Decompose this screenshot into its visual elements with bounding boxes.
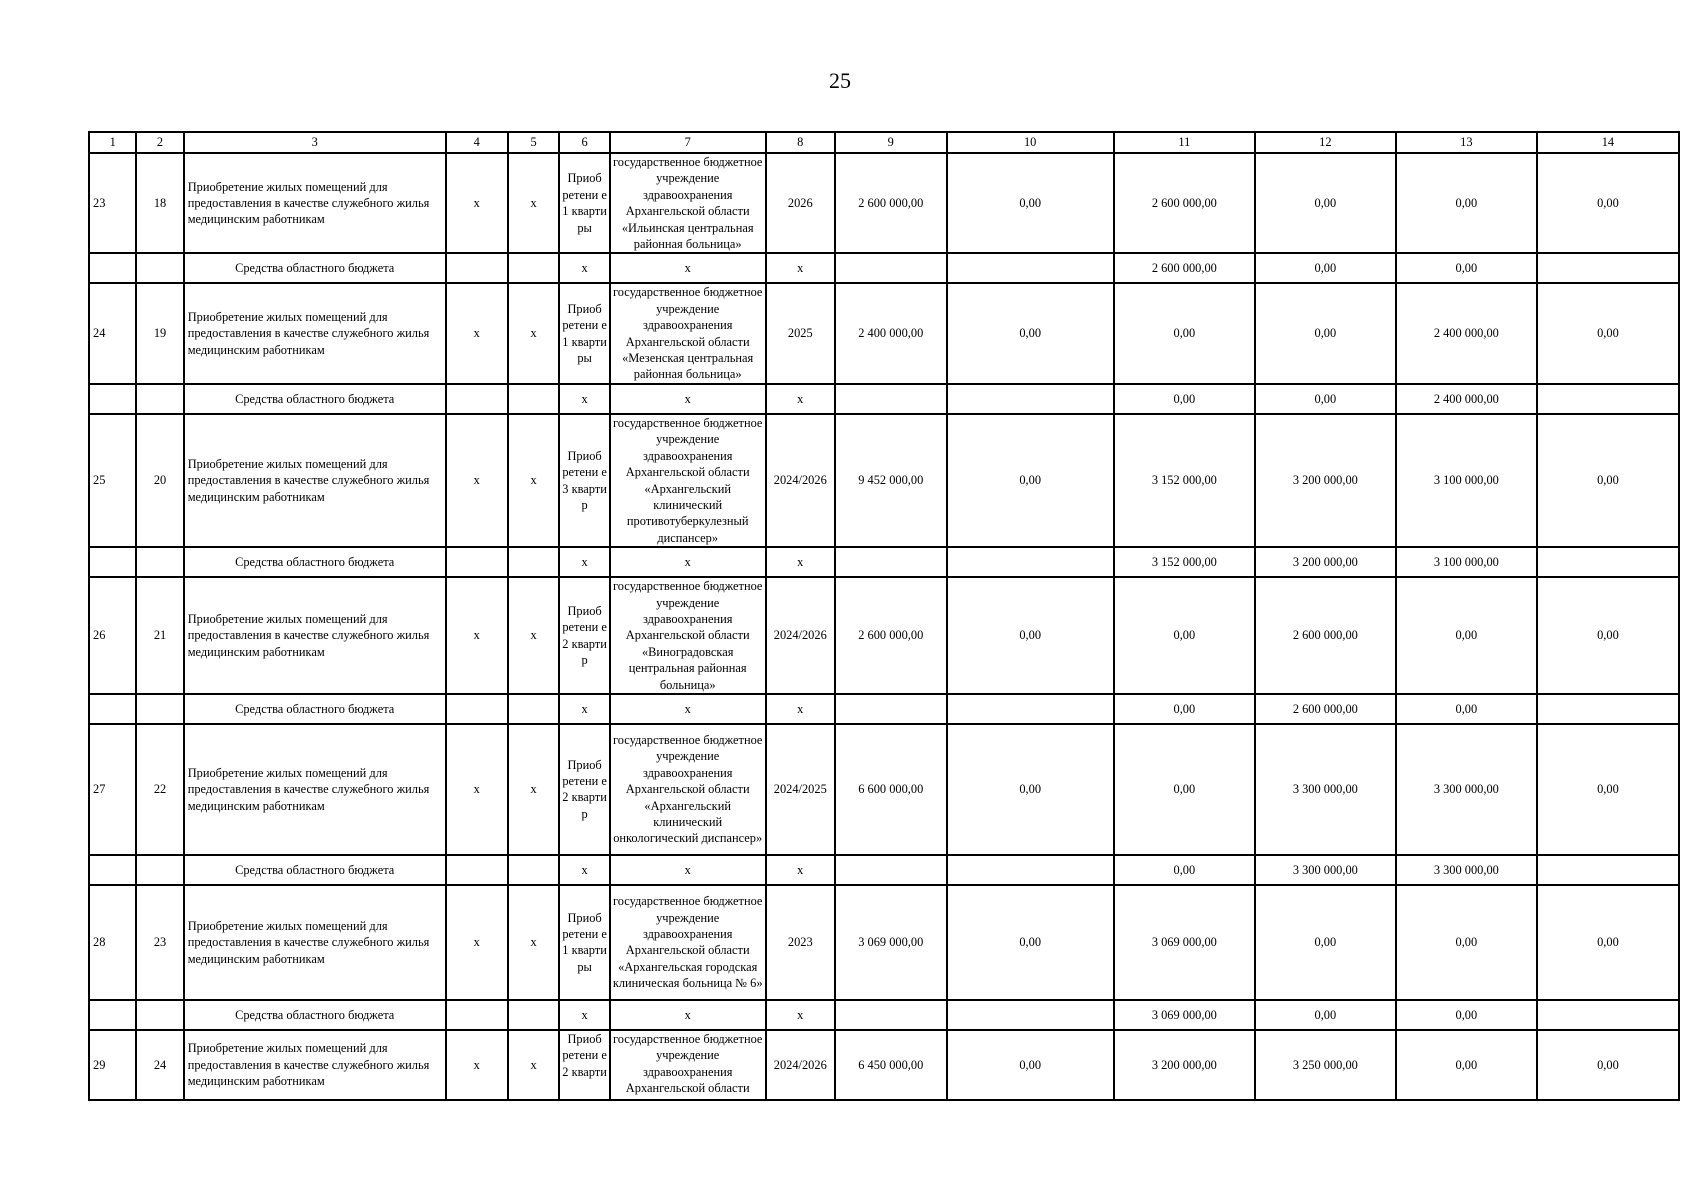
amount-col14: 0,00 xyxy=(1537,724,1679,855)
funding-source-row xyxy=(89,694,1679,724)
amount-col12: 0,00 xyxy=(1255,253,1396,283)
executor: государственное бюджетное учреждение здравоохранения Архангельской области «Архангельская городская клиническая больница № 6» xyxy=(610,885,766,1000)
amount-col13: 0,00 xyxy=(1396,694,1537,724)
empty-cell xyxy=(446,384,508,414)
total-amount: 6 450 000,00 xyxy=(835,1030,947,1100)
empty-cell xyxy=(446,253,508,283)
event-name: Приобретение жилых помещений для предоставления в качестве служебного жилья медицинским работникам xyxy=(184,153,446,253)
total-amount: 3 069 000,00 xyxy=(835,885,947,1000)
amount-col12: 3 300 000,00 xyxy=(1255,724,1396,855)
empty-cell xyxy=(1537,547,1679,577)
executor: государственное бюджетное учреждение здравоохранения Архангельской области «Мезенская центральная районная больница» xyxy=(610,283,766,383)
cell-col7: х xyxy=(610,694,766,724)
amount-col13: 0,00 xyxy=(1396,253,1537,283)
implementation-period: 2024/2026 xyxy=(766,577,835,694)
funding-source-row xyxy=(89,384,1679,414)
total-amount: 2 600 000,00 xyxy=(835,577,947,694)
cell-col8: х xyxy=(766,1000,835,1030)
total-amount: 2 600 000,00 xyxy=(835,153,947,253)
cell-col8: х xyxy=(766,855,835,885)
implementation-period: 2024/2025 xyxy=(766,724,835,855)
cell-col7: х xyxy=(610,384,766,414)
amount-col14: 0,00 xyxy=(1537,153,1679,253)
amount-col13: 2 400 000,00 xyxy=(1396,283,1537,383)
cell-col7: х xyxy=(610,1000,766,1030)
amount-col11: 2 600 000,00 xyxy=(1114,253,1255,283)
row-number: 23 xyxy=(89,153,136,253)
amount-col13: 0,00 xyxy=(1396,153,1537,253)
empty-cell xyxy=(508,855,560,885)
cell-col8: х xyxy=(766,694,835,724)
funding-source-row xyxy=(89,253,1679,283)
table-row xyxy=(89,724,1679,855)
column-header: 9 xyxy=(835,132,947,153)
result-description: Приоб ретени е 2 кварти р xyxy=(559,577,610,694)
cell-col5: х xyxy=(508,1030,560,1100)
cell-col5: х xyxy=(508,283,560,383)
cell-col4: х xyxy=(446,153,508,253)
empty-cell xyxy=(947,694,1114,724)
table-row xyxy=(89,1030,1679,1100)
empty-cell xyxy=(89,384,136,414)
amount-col13: 0,00 xyxy=(1396,1000,1537,1030)
amount-col10: 0,00 xyxy=(947,577,1114,694)
amount-col13: 3 300 000,00 xyxy=(1396,724,1537,855)
empty-cell xyxy=(446,1000,508,1030)
column-header: 10 xyxy=(947,132,1114,153)
total-amount: 2 400 000,00 xyxy=(835,283,947,383)
empty-cell xyxy=(89,253,136,283)
amount-col11: 0,00 xyxy=(1114,384,1255,414)
event-name: Приобретение жилых помещений для предоставления в качестве служебного жилья медицинским работникам xyxy=(184,1030,446,1100)
empty-cell xyxy=(136,253,183,283)
total-amount: 6 600 000,00 xyxy=(835,724,947,855)
amount-col12: 0,00 xyxy=(1255,384,1396,414)
empty-cell xyxy=(1537,855,1679,885)
event-name: Приобретение жилых помещений для предоставления в качестве служебного жилья медицинским работникам xyxy=(184,577,446,694)
amount-col10: 0,00 xyxy=(947,724,1114,855)
empty-cell xyxy=(947,384,1114,414)
item-number: 19 xyxy=(136,283,183,383)
cell-col8: х xyxy=(766,253,835,283)
cell-col7: х xyxy=(610,253,766,283)
amount-col13: 2 400 000,00 xyxy=(1396,384,1537,414)
cell-col8: х xyxy=(766,547,835,577)
amount-col13: 3 300 000,00 xyxy=(1396,855,1537,885)
column-header: 8 xyxy=(766,132,835,153)
amount-col13: 3 100 000,00 xyxy=(1396,414,1537,547)
table-row xyxy=(89,885,1679,1000)
table-row xyxy=(89,577,1679,694)
event-name: Приобретение жилых помещений для предоставления в качестве служебного жилья медицинским работникам xyxy=(184,724,446,855)
row-number: 29 xyxy=(89,1030,136,1100)
empty-cell xyxy=(1537,384,1679,414)
empty-cell xyxy=(446,547,508,577)
amount-col12: 3 300 000,00 xyxy=(1255,855,1396,885)
empty-cell xyxy=(1537,253,1679,283)
item-number: 24 xyxy=(136,1030,183,1100)
funding-source-label: Средства областного бюджета xyxy=(184,253,446,283)
cell-col6: х xyxy=(559,855,610,885)
empty-cell xyxy=(1537,694,1679,724)
column-header: 4 xyxy=(446,132,508,153)
amount-col12: 3 250 000,00 xyxy=(1255,1030,1396,1100)
cell-col6: х xyxy=(559,384,610,414)
cell-col6: х xyxy=(559,547,610,577)
result-description: Приоб ретени е 2 кварти xyxy=(559,1030,610,1100)
amount-col13: 3 100 000,00 xyxy=(1396,547,1537,577)
table-row xyxy=(89,283,1679,383)
amount-col10: 0,00 xyxy=(947,414,1114,547)
empty-cell xyxy=(947,253,1114,283)
amount-col11: 3 069 000,00 xyxy=(1114,885,1255,1000)
implementation-period: 2026 xyxy=(766,153,835,253)
budget-table xyxy=(88,131,1680,1101)
executor: государственное бюджетное учреждение здравоохранения Архангельской области «Ильинская центральная районная больница» xyxy=(610,153,766,253)
column-header: 3 xyxy=(184,132,446,153)
empty-cell xyxy=(136,547,183,577)
column-header: 2 xyxy=(136,132,183,153)
amount-col11: 3 152 000,00 xyxy=(1114,547,1255,577)
empty-cell xyxy=(89,855,136,885)
amount-col10: 0,00 xyxy=(947,153,1114,253)
page-number: 25 xyxy=(829,68,851,93)
executor: государственное бюджетное учреждение здравоохранения Архангельской области «Виноградовская центральная районная больница» xyxy=(610,577,766,694)
funding-source-label: Средства областного бюджета xyxy=(184,384,446,414)
amount-col11: 3 200 000,00 xyxy=(1114,1030,1255,1100)
funding-source-label: Средства областного бюджета xyxy=(184,1000,446,1030)
cell-col4: х xyxy=(446,724,508,855)
executor: государственное бюджетное учреждение здравоохранения Архангельской области «Архангельский клинический противотуберкулезный диспансер» xyxy=(610,414,766,547)
result-description: Приоб ретени е 1 кварти ры xyxy=(559,885,610,1000)
column-header: 5 xyxy=(508,132,560,153)
empty-cell xyxy=(89,694,136,724)
executor: государственное бюджетное учреждение здравоохранения Архангельской области xyxy=(610,1030,766,1100)
implementation-period: 2024/2026 xyxy=(766,414,835,547)
empty-cell xyxy=(835,384,947,414)
empty-cell xyxy=(508,694,560,724)
cell-col6: х xyxy=(559,1000,610,1030)
implementation-period: 2025 xyxy=(766,283,835,383)
amount-col12: 0,00 xyxy=(1255,153,1396,253)
amount-col10: 0,00 xyxy=(947,283,1114,383)
item-number: 22 xyxy=(136,724,183,855)
amount-col14: 0,00 xyxy=(1537,283,1679,383)
amount-col10: 0,00 xyxy=(947,885,1114,1000)
amount-col12: 2 600 000,00 xyxy=(1255,694,1396,724)
column-header: 12 xyxy=(1255,132,1396,153)
row-number: 26 xyxy=(89,577,136,694)
amount-col12: 0,00 xyxy=(1255,1000,1396,1030)
column-header: 11 xyxy=(1114,132,1255,153)
amount-col11: 0,00 xyxy=(1114,577,1255,694)
result-description: Приоб ретени е 1 кварти ры xyxy=(559,153,610,253)
event-name: Приобретение жилых помещений для предоставления в качестве служебного жилья медицинским работникам xyxy=(184,414,446,547)
cell-col4: х xyxy=(446,414,508,547)
empty-cell xyxy=(835,253,947,283)
executor: государственное бюджетное учреждение здравоохранения Архангельской области «Архангельский клинический онкологический диспансер» xyxy=(610,724,766,855)
amount-col12: 2 600 000,00 xyxy=(1255,577,1396,694)
cell-col4: х xyxy=(446,577,508,694)
amount-col12: 0,00 xyxy=(1255,885,1396,1000)
result-description: Приоб ретени е 2 кварти р xyxy=(559,724,610,855)
empty-cell xyxy=(446,855,508,885)
amount-col11: 2 600 000,00 xyxy=(1114,153,1255,253)
amount-col10: 0,00 xyxy=(947,1030,1114,1100)
amount-col13: 0,00 xyxy=(1396,577,1537,694)
column-header: 7 xyxy=(610,132,766,153)
empty-cell xyxy=(89,547,136,577)
amount-col14: 0,00 xyxy=(1537,414,1679,547)
funding-source-label: Средства областного бюджета xyxy=(184,694,446,724)
funding-source-label: Средства областного бюджета xyxy=(184,855,446,885)
implementation-period: 2024/2026 xyxy=(766,1030,835,1100)
cell-col7: х xyxy=(610,855,766,885)
amount-col14: 0,00 xyxy=(1537,885,1679,1000)
empty-cell xyxy=(508,1000,560,1030)
amount-col12: 3 200 000,00 xyxy=(1255,547,1396,577)
total-amount: 9 452 000,00 xyxy=(835,414,947,547)
amount-col11: 0,00 xyxy=(1114,694,1255,724)
row-number: 27 xyxy=(89,724,136,855)
result-description: Приоб ретени е 3 кварти р xyxy=(559,414,610,547)
empty-cell xyxy=(947,547,1114,577)
empty-cell xyxy=(446,694,508,724)
cell-col5: х xyxy=(508,153,560,253)
amount-col11: 0,00 xyxy=(1114,855,1255,885)
cell-col6: х xyxy=(559,694,610,724)
amount-col14: 0,00 xyxy=(1537,1030,1679,1100)
amount-col12: 3 200 000,00 xyxy=(1255,414,1396,547)
empty-cell xyxy=(508,384,560,414)
result-description: Приоб ретени е 1 кварти ры xyxy=(559,283,610,383)
column-header: 1 xyxy=(89,132,136,153)
funding-source-row xyxy=(89,1000,1679,1030)
cell-col6: х xyxy=(559,253,610,283)
cell-col5: х xyxy=(508,577,560,694)
empty-cell xyxy=(1537,1000,1679,1030)
implementation-period: 2023 xyxy=(766,885,835,1000)
amount-col12: 0,00 xyxy=(1255,283,1396,383)
item-number: 23 xyxy=(136,885,183,1000)
funding-source-row xyxy=(89,855,1679,885)
event-name: Приобретение жилых помещений для предоставления в качестве служебного жилья медицинским работникам xyxy=(184,885,446,1000)
amount-col11: 0,00 xyxy=(1114,283,1255,383)
empty-cell xyxy=(508,253,560,283)
cell-col4: х xyxy=(446,1030,508,1100)
empty-cell xyxy=(136,1000,183,1030)
item-number: 18 xyxy=(136,153,183,253)
empty-cell xyxy=(136,855,183,885)
item-number: 21 xyxy=(136,577,183,694)
cell-col4: х xyxy=(446,885,508,1000)
cell-col8: х xyxy=(766,384,835,414)
empty-cell xyxy=(508,547,560,577)
event-name: Приобретение жилых помещений для предоставления в качестве служебного жилья медицинским работникам xyxy=(184,283,446,383)
cell-col5: х xyxy=(508,414,560,547)
amount-col11: 3 152 000,00 xyxy=(1114,414,1255,547)
cell-col7: х xyxy=(610,547,766,577)
empty-cell xyxy=(835,547,947,577)
funding-source-row xyxy=(89,547,1679,577)
column-header: 14 xyxy=(1537,132,1679,153)
column-number-row xyxy=(89,132,1679,153)
row-number: 25 xyxy=(89,414,136,547)
empty-cell xyxy=(835,1000,947,1030)
cell-col5: х xyxy=(508,885,560,1000)
cell-col5: х xyxy=(508,724,560,855)
column-header: 6 xyxy=(559,132,610,153)
amount-col14: 0,00 xyxy=(1537,577,1679,694)
empty-cell xyxy=(835,855,947,885)
empty-cell xyxy=(835,694,947,724)
empty-cell xyxy=(947,1000,1114,1030)
empty-cell xyxy=(89,1000,136,1030)
amount-col13: 0,00 xyxy=(1396,1030,1537,1100)
row-number: 28 xyxy=(89,885,136,1000)
cell-col4: х xyxy=(446,283,508,383)
empty-cell xyxy=(136,694,183,724)
item-number: 20 xyxy=(136,414,183,547)
empty-cell xyxy=(947,855,1114,885)
table-row xyxy=(89,153,1679,253)
empty-cell xyxy=(136,384,183,414)
funding-source-label: Средства областного бюджета xyxy=(184,547,446,577)
amount-col11: 0,00 xyxy=(1114,724,1255,855)
amount-col13: 0,00 xyxy=(1396,885,1537,1000)
column-header: 13 xyxy=(1396,132,1537,153)
table-row xyxy=(89,414,1679,547)
row-number: 24 xyxy=(89,283,136,383)
amount-col11: 3 069 000,00 xyxy=(1114,1000,1255,1030)
